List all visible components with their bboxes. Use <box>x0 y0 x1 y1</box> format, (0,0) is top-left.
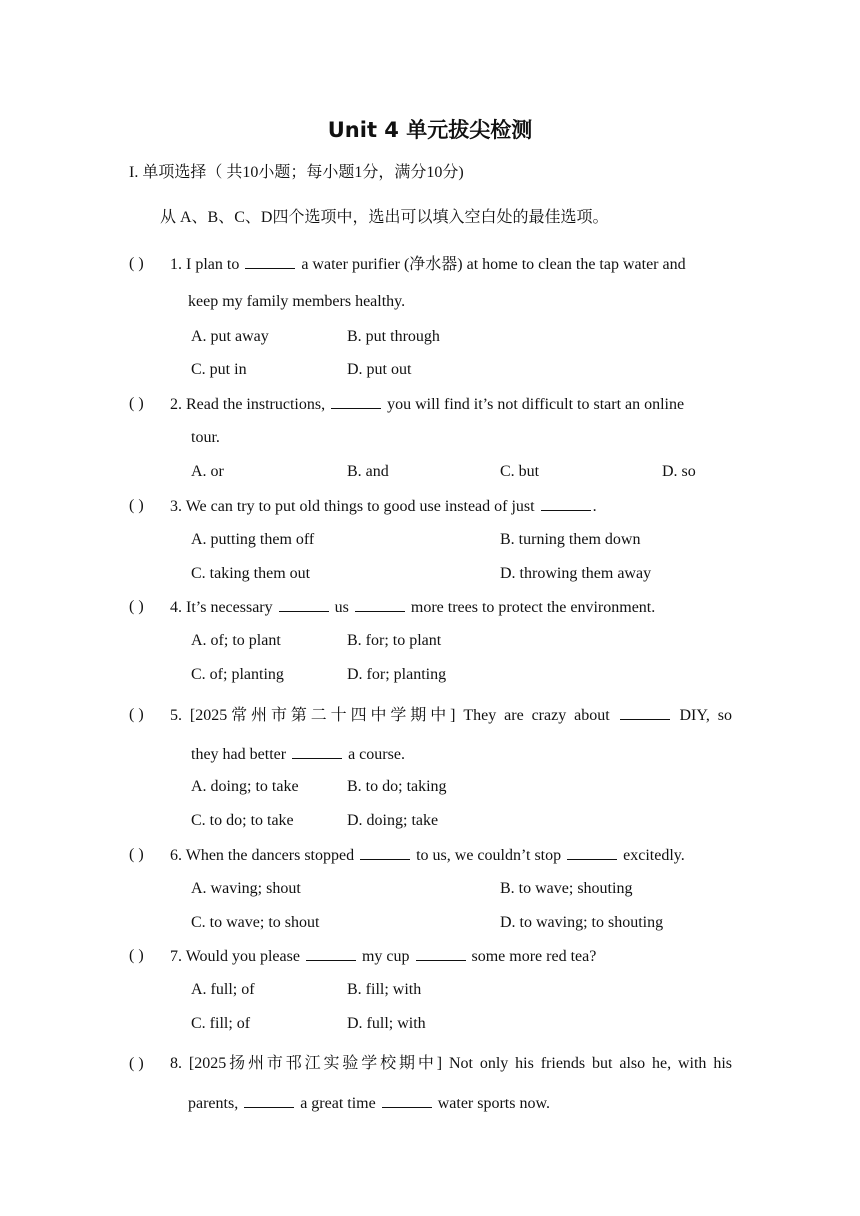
blank <box>567 845 617 860</box>
answer-bracket: ( ) <box>129 846 144 863</box>
page-title: Unit 4 单元拔尖检测 <box>327 118 533 142</box>
q1-option-c: C. put in <box>191 361 247 378</box>
answer-bracket: ( ) <box>129 706 144 723</box>
answer-bracket: ( ) <box>129 497 144 514</box>
q4-option-c: C. of; planting <box>191 666 284 683</box>
q7-option-a: A. full; of <box>191 981 255 998</box>
blank <box>306 946 356 961</box>
q7-option-d: D. full; with <box>347 1015 426 1032</box>
blank <box>331 394 381 409</box>
question-8-cont: parents, a great time water sports now. <box>188 1095 550 1112</box>
blank <box>244 1093 294 1108</box>
q1-option-a: A. put away <box>191 328 269 345</box>
q5-option-d: D. doing; take <box>347 812 439 829</box>
blank <box>279 597 329 612</box>
question-2: 2. Read the instructions, you will find it’s not difficult to start an online <box>170 396 685 413</box>
question-4: 4. It’s necessary us more trees to protect the environment. <box>170 599 656 616</box>
answer-bracket: ( ) <box>129 1055 144 1072</box>
question-6: 6. When the dancers stopped to us, we couldn’t stop excitedly. <box>170 847 685 864</box>
blank <box>620 705 670 720</box>
q4-option-d: D. for; planting <box>347 666 447 683</box>
question-3: 3. We can try to put old things to good use instead of just . <box>170 498 597 515</box>
q5-option-a: A. doing; to take <box>191 778 299 795</box>
q1-option-d: D. put out <box>347 361 412 378</box>
blank <box>355 597 405 612</box>
q5-option-b: B. to do; taking <box>347 778 447 795</box>
answer-bracket: ( ) <box>129 598 144 615</box>
blank <box>292 744 342 759</box>
blank <box>382 1093 432 1108</box>
answer-bracket: ( ) <box>129 395 144 412</box>
question-1: 1. I plan to a water purifier (净水器) at home to clean the tap water and <box>170 256 686 273</box>
q5-option-c: C. to do; to take <box>191 812 294 829</box>
q4-option-a: A. of; to plant <box>191 632 281 649</box>
question-5: 5. [2025常州市第二十四中学期中] They are crazy about DIY, so <box>170 707 732 724</box>
blank <box>416 946 466 961</box>
blank <box>360 845 410 860</box>
q6-option-d: D. to waving; to shouting <box>500 914 664 931</box>
answer-bracket: ( ) <box>129 255 144 272</box>
q2-option-b: B. and <box>347 463 389 480</box>
q2-option-c: C. but <box>500 463 540 480</box>
blank <box>245 254 295 269</box>
q1-option-b: B. put through <box>347 328 440 345</box>
q2-option-a: A. or <box>191 463 224 480</box>
question-2-cont: tour. <box>191 429 220 446</box>
q6-option-a: A. waving; shout <box>191 880 301 897</box>
q3-option-b: B. turning them down <box>500 531 641 548</box>
section-heading: I. 单项选择（ 共10小题；每小题1分，满分10分) <box>129 164 464 181</box>
q2-option-d: D. so <box>662 463 696 480</box>
q6-option-c: C. to wave; to shout <box>191 914 320 931</box>
question-7: 7. Would you please my cup some more red tea? <box>170 948 597 965</box>
question-1-cont: keep my family members healthy. <box>188 293 406 310</box>
q4-option-b: B. for; to plant <box>347 632 442 649</box>
question-5-cont: they had better a course. <box>191 746 405 763</box>
q3-option-c: C. taking them out <box>191 565 311 582</box>
q6-option-b: B. to wave; shouting <box>500 880 633 897</box>
question-8: 8. [2025扬州市邗江实验学校期中] Not only his friends but also he, with his <box>170 1055 732 1072</box>
q7-option-b: B. fill; with <box>347 981 422 998</box>
section-instruction: 从 A、B、C、D四个选项中，选出可以填入空白处的最佳选项。 <box>160 209 609 226</box>
q3-option-d: D. throwing them away <box>500 565 652 582</box>
answer-bracket: ( ) <box>129 947 144 964</box>
q3-option-a: A. putting them off <box>191 531 315 548</box>
q7-option-c: C. fill; of <box>191 1015 251 1032</box>
blank <box>541 496 591 511</box>
